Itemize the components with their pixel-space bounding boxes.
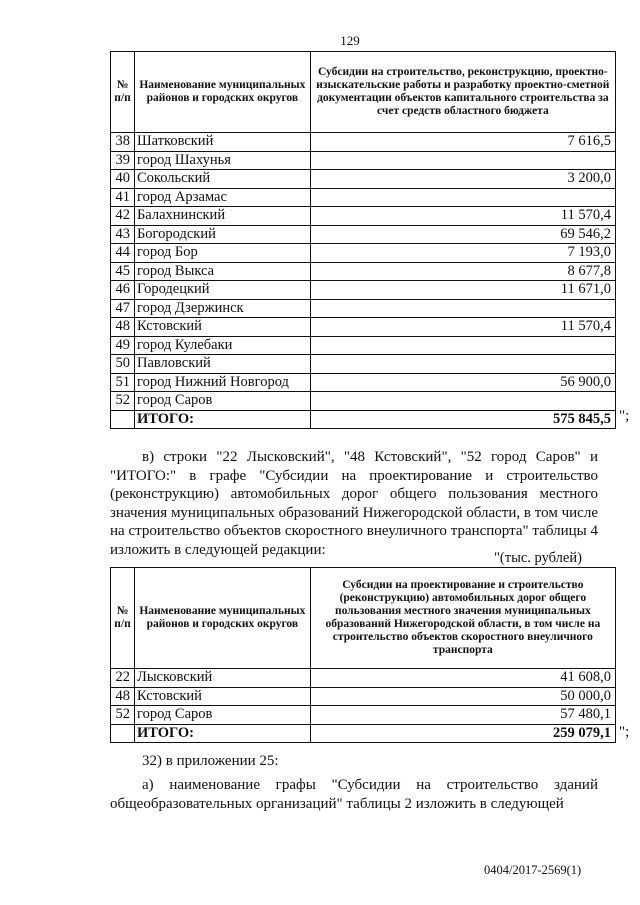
municipality-name: Павловский [134, 355, 310, 374]
table-row [111, 706, 616, 725]
subsidy-table-roads [110, 567, 616, 743]
subsidy-value: 50 000,0 [310, 687, 615, 706]
subsidy-value [310, 299, 615, 318]
row-number: 40 [111, 170, 135, 189]
municipality-name: город Нижний Новгород [134, 373, 310, 392]
subsidy-value [310, 336, 615, 355]
subsidy-value: 56 900,0 [310, 373, 615, 392]
row-number: 47 [111, 299, 135, 318]
municipality-name: Кстовский [134, 687, 310, 706]
row-number: 52 [111, 706, 135, 725]
municipality-name: город Дзержинск [134, 299, 310, 318]
table-body [111, 133, 616, 411]
row-number: 41 [111, 188, 135, 207]
header-municipality: Наименование муниципальных районов и городских округов [134, 568, 310, 669]
total-num-cell [111, 410, 135, 429]
total-label: ИТОГО: [134, 410, 310, 429]
table-row [111, 299, 616, 318]
footer-code: 0404/2017-2569(1) [484, 863, 582, 877]
row-number: 43 [111, 225, 135, 244]
table-row [111, 133, 616, 152]
row-number: 52 [111, 392, 135, 411]
table-row [111, 207, 616, 226]
row-number: 51 [111, 373, 135, 392]
subsidy-value [310, 151, 615, 170]
table-row [111, 687, 616, 706]
municipality-name: город Кулебаки [134, 336, 310, 355]
paragraph-v: в) строки "22 Лысковский", "48 Кстовский", "52 город Саров" и "ИТОГО:" в графе "Субсидии на проектирование и строительство (реконструкцию) автомобильных дорог общего пользования местного значения муниципальных образований Нижегородской области, в том числе на строительство объектов скоростного внеуличного транспорта" таблицы 4 изложить в следующей редакции: [110, 449, 598, 558]
municipality-name: город Арзамас [134, 188, 310, 207]
table-row [111, 244, 616, 263]
municipality-name: Сокольский [134, 170, 310, 189]
municipality-name: город Выкса [134, 262, 310, 281]
municipality-name: Балахнинский [134, 207, 310, 226]
row-number: 39 [111, 151, 135, 170]
row-number: 48 [111, 318, 135, 337]
table-row [111, 318, 616, 337]
row-number: 49 [111, 336, 135, 355]
table-row [111, 188, 616, 207]
subsidy-value [310, 188, 615, 207]
total-value: 575 845,5 [310, 410, 615, 429]
municipality-name: город Бор [134, 244, 310, 263]
total-label: ИТОГО: [134, 724, 310, 743]
municipality-name: Богородский [134, 225, 310, 244]
subsidy-value: 57 480,1 [310, 706, 615, 725]
row-number: 50 [111, 355, 135, 374]
subsidy-value: 69 546,2 [310, 225, 615, 244]
page-number: 129 [340, 33, 360, 48]
header-subsidy: Субсидии на строительство, реконструкцию, проектно-изыскательские работы и разработку проектно-сметной документации объектов капитального строительства за счет средств областного бюджета [310, 52, 615, 133]
row-number: 38 [111, 133, 135, 152]
total-value: 259 079,1 [310, 724, 615, 743]
quote-semicolon-2: "; [619, 724, 630, 740]
municipality-name: Лысковский [134, 669, 310, 688]
header-subsidy: Субсидии на проектирование и строительство (реконструкцию) автомобильных дорог общего пользования местного значения муниципальных образований Нижегородской области, в том числе на строительство объектов скоростного внеуличного транспорта [310, 568, 615, 669]
subsidy-value: 11 570,4 [310, 318, 615, 337]
table-row [111, 151, 616, 170]
table-row [111, 336, 616, 355]
row-number: 45 [111, 262, 135, 281]
subsidy-value: 11 570,4 [310, 207, 615, 226]
paragraph-a: а) наименование графы "Субсидии на строительство зданий общеобразовательных организаций" таблицы 2 изложить в следующей [110, 777, 598, 812]
table-body [111, 669, 616, 725]
header-number: № п/п [111, 52, 135, 133]
table-row [111, 225, 616, 244]
subsidy-value: 3 200,0 [310, 170, 615, 189]
table-row [111, 170, 616, 189]
table-row [111, 281, 616, 300]
units-label: "(тыс. рублей) [494, 550, 582, 566]
row-number: 48 [111, 687, 135, 706]
subsidy-table-capital-construction [110, 51, 616, 429]
quote-semicolon-1: "; [619, 408, 630, 424]
total-row [111, 724, 616, 743]
table-row [111, 355, 616, 374]
header-municipality: Наименование муниципальных районов и городских округов [134, 52, 310, 133]
municipality-name: Городецкий [134, 281, 310, 300]
municipality-name: Кстовский [134, 318, 310, 337]
subsidy-value [310, 392, 615, 411]
table-row [111, 373, 616, 392]
table-row [111, 392, 616, 411]
row-number: 46 [111, 281, 135, 300]
total-num-cell [111, 724, 135, 743]
subsidy-value [310, 355, 615, 374]
municipality-name: город Шахунья [134, 151, 310, 170]
item-32: 32) в приложении 25: [142, 753, 279, 769]
table-row [111, 262, 616, 281]
row-number: 42 [111, 207, 135, 226]
subsidy-value: 7 193,0 [310, 244, 615, 263]
subsidy-value: 41 608,0 [310, 669, 615, 688]
total-row [111, 410, 616, 429]
subsidy-value: 8 677,8 [310, 262, 615, 281]
municipality-name: город Саров [134, 392, 310, 411]
header-number: № п/п [111, 568, 135, 669]
subsidy-value: 7 616,5 [310, 133, 615, 152]
municipality-name: город Саров [134, 706, 310, 725]
row-number: 22 [111, 669, 135, 688]
municipality-name: Шатковский [134, 133, 310, 152]
table-row [111, 669, 616, 688]
subsidy-value: 11 671,0 [310, 281, 615, 300]
row-number: 44 [111, 244, 135, 263]
